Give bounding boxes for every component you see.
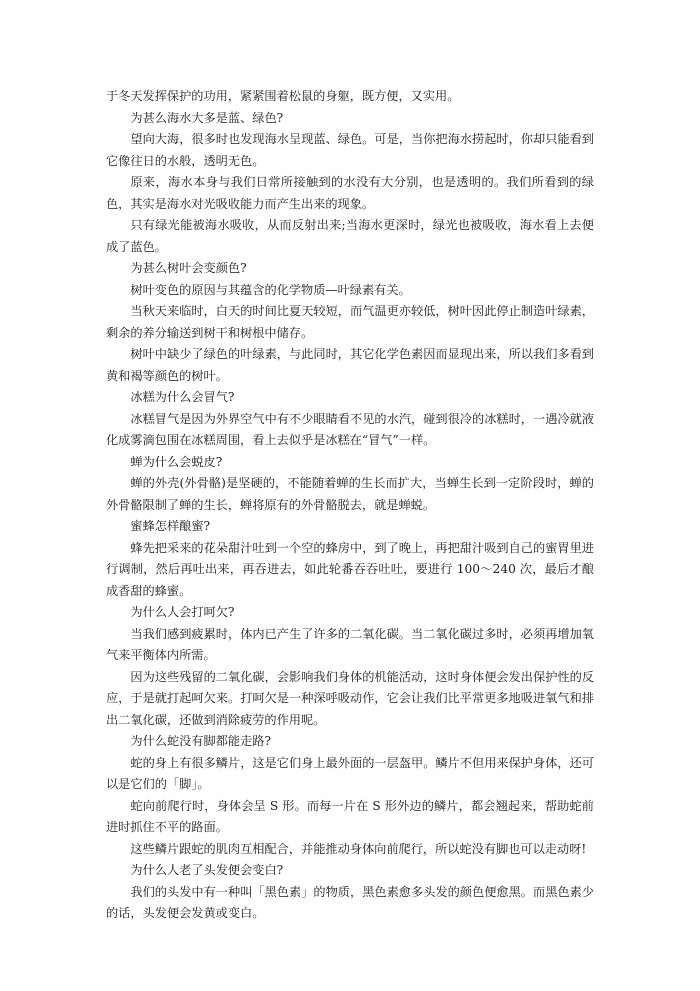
paragraph: 树叶变色的原因与其蕴含的化学物质—叶绿素有关。 (130, 282, 411, 297)
question-heading-snake: 为什么蛇没有脚都能走路? (130, 734, 271, 748)
paragraph: 当我们感到疲累时，体内已产生了许多的二氧化碳。当二氧化碳过多时，必须再增加氧气来平衡体内所需。 (106, 626, 594, 662)
question-heading-cicada: 蝉为什么会蜕皮? (130, 454, 223, 469)
paragraph-continuation: 于冬天发挥保护的功用，紧紧围着松鼠的身躯，既方便，又实用。 (106, 89, 460, 103)
question-heading-ice-cake: 冰糕为什么会冒气? (130, 390, 235, 404)
paragraph: 冰糕冒气是因为外界空气中有不少眼睛看不见的水汽，碰到很冷的冰糕时，一遇冷就液化成雾滴包围在冰糕周围，看上去似乎是冰糕在“冒气”一样。 (106, 411, 594, 447)
question-heading-sea-color: 为甚么海水大多是蓝、绿色? (130, 110, 284, 125)
question-heading-yawn: 为什么人会打呵欠? (130, 605, 235, 619)
question-heading-white-hair: 为什么人老了头发便会变白? (130, 863, 284, 877)
paragraph: 蜂先把采来的花朵甜汁吐到一个空的蜂房中，到了晚上，再把甜汁吸到自己的蜜胃里进行调制，然后再吐出来，再吞进去，如此轮番吞吞吐吐，要进行 100～240 次，最后才酿成香甜的蜂蜜。 (106, 540, 594, 598)
paragraph: 蛇的身上有很多鳞片，这是它们身上最外面的一层盔甲。鳞片不但用来保护身体，还可以是它们的「脚」。 (106, 755, 594, 791)
question-heading-leaf-color: 为甚么树叶会变颜色? (130, 261, 247, 275)
question-heading-honey: 蜜蜂怎样酿蜜? (130, 519, 211, 533)
paragraph: 只有绿光能被海水吸收，从而反射出来;当海水更深时，绿光也被吸收，海水看上去便成了蓝色。 (106, 218, 594, 254)
paragraph: 我们的头发中有一种叫「黑色素」的物质，黑色素愈多头发的颜色便愈黑。而黑色素少的话，头发便会发黄或变白。 (106, 884, 594, 920)
paragraph: 蛇向前爬行时，身体会呈 S 形。而每一片在 S 形外边的鳞片，都会翘起来，帮助蛇前进时抓住不平的路面。 (106, 798, 594, 834)
paragraph: 望向大海，很多时也发现海水呈现蓝、绿色。可是，当你把海水捞起时，你却只能看到它像往日的水般，透明无色。 (106, 132, 594, 168)
paragraph: 因为这些残留的二氧化碳，会影响我们身体的机能活动，这时身体便会发出保护性的反应，于是就打起呵欠来。打呵欠是一种深呼吸动作，它会让我们比平常更多地吸进氧气和排出二氧化碳，还做到消除疲劳的作用呢。 (106, 669, 594, 727)
paragraph: 蝉的外壳(外骨骼)是坚硬的，不能随着蝉的生长而扩大，当蝉生长到一定阶段时，蝉的外骨骼限制了蝉的生长，蝉将原有的外骨骼脱去，就是蝉蜕。 (106, 476, 594, 512)
document-page (106, 86, 594, 925)
paragraph: 树叶中缺少了绿色的叶绿素，与此同时，其它化学色素因而显现出来，所以我们多看到黄和褐等颜色的树叶。 (106, 347, 594, 383)
paragraph: 原来，海水本身与我们日常所接触到的水没有大分别，也是透明的。我们所看到的绿色，其实是海水对光吸收能力而产生出来的现象。 (106, 175, 594, 211)
paragraph: 这些鳞片跟蛇的肌肉互相配合，并能推动身体向前爬行，所以蛇没有脚也可以走动呀! (130, 841, 587, 856)
paragraph: 当秋天来临时，白天的时间比夏天较短，而气温更亦较低，树叶因此停止制造叶绿素，剩余的养分输送到树干和树根中储存。 (106, 304, 594, 340)
